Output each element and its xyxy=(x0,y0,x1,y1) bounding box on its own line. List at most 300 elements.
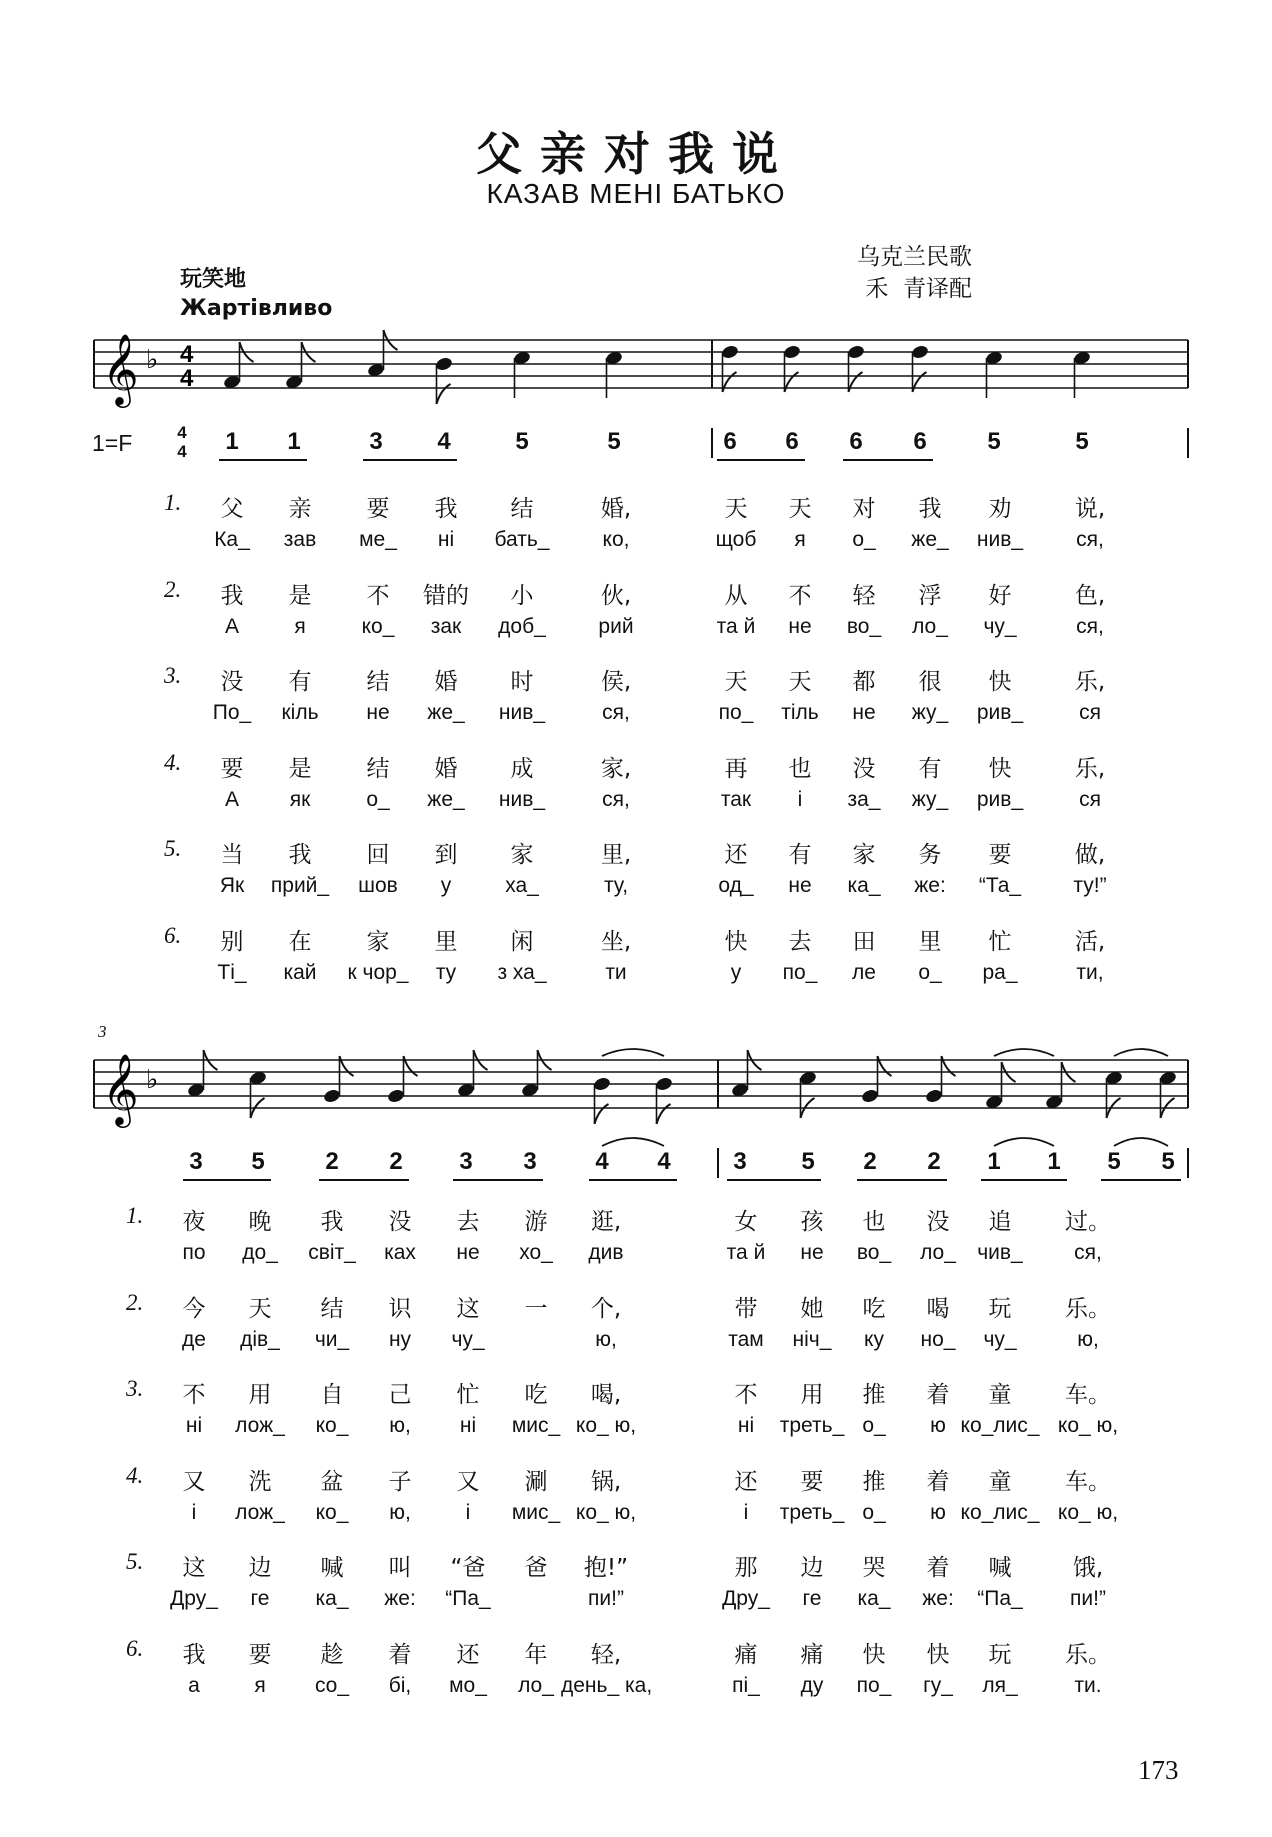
lyric-chinese: 我 xyxy=(182,1641,206,1668)
lyric-chinese: 喊 xyxy=(320,1555,344,1581)
verse-number: 1. xyxy=(126,1203,144,1228)
lyric-chinese: 乐。 xyxy=(1065,1295,1111,1322)
lyric-chinese: 天 xyxy=(788,496,812,522)
lyric-ukrainian: я xyxy=(294,614,306,638)
lyric-chinese: 洗 xyxy=(248,1468,272,1495)
lyric-ukrainian: ю xyxy=(930,1500,946,1524)
lyric-chinese: 有 xyxy=(288,669,312,695)
lyric-ukrainian: ду xyxy=(800,1673,824,1697)
lyric-chinese: 抱!” xyxy=(583,1555,629,1581)
verse-number: 2. xyxy=(164,576,182,602)
lyric-chinese: 着 xyxy=(388,1641,412,1668)
lyric-ukrainian: не xyxy=(852,701,876,724)
lyric-chinese: 到 xyxy=(434,842,458,868)
lyric-ukrainian: шов xyxy=(358,874,398,897)
lyric-ukrainian: нив_ xyxy=(498,787,546,811)
note-s2-6-head xyxy=(593,1076,612,1092)
lyric-ukrainian: пі_ xyxy=(732,1673,760,1697)
lyric-ukrainian: ту, xyxy=(603,874,629,897)
lyric-chinese: 女 xyxy=(734,1209,758,1235)
lyric-chinese: 别 xyxy=(220,928,244,955)
lyric-chinese: 要 xyxy=(800,1468,824,1495)
lyric-ukrainian: ся, xyxy=(1076,528,1104,551)
jianpu-note: 5 xyxy=(987,428,1001,455)
lyric-ukrainian: треть_ xyxy=(779,1500,845,1524)
lyric-ukrainian: не xyxy=(788,614,812,638)
lyric-ukrainian: же_ xyxy=(427,787,465,811)
lyric-chinese: 快 xyxy=(988,755,1012,782)
lyric-ukrainian: я xyxy=(254,1673,266,1697)
lyric-chinese: 当 xyxy=(220,842,244,868)
lyric-ukrainian: рив_ xyxy=(976,787,1024,811)
lyric-chinese: 忙 xyxy=(456,1382,480,1408)
page-number: 173 xyxy=(1138,1755,1179,1785)
lyric-ukrainian: же: xyxy=(922,1587,954,1610)
jianpu-note: 3 xyxy=(733,1148,747,1175)
jianpu-tie xyxy=(1114,1138,1168,1146)
lyric-chinese: 快 xyxy=(988,669,1012,695)
lyric-ukrainian: лож_ xyxy=(235,1414,285,1437)
lyric-ukrainian: а xyxy=(188,1673,200,1697)
verse-number: 3. xyxy=(126,1376,144,1401)
lyric-chinese: 童 xyxy=(988,1468,1012,1495)
lyric-chinese: 浮 xyxy=(918,582,942,609)
jianpu-note: 3 xyxy=(369,428,383,455)
lyric-chinese: 推 xyxy=(862,1382,886,1408)
lyric-chinese: 玩 xyxy=(988,1641,1012,1668)
lyric-ukrainian: о_ xyxy=(862,1414,886,1437)
lyric-chinese: 里 xyxy=(918,928,942,955)
lyric-ukrainian: нив_ xyxy=(498,701,546,724)
lyric-ukrainian: ках xyxy=(384,1241,416,1264)
lyric-ukrainian: “Та_ xyxy=(978,874,1022,897)
jianpu-note: 1 xyxy=(287,428,301,455)
lyric-chinese: 对 xyxy=(852,496,876,522)
lyric-ukrainian: і xyxy=(465,1500,471,1524)
lyric-chinese: 轻 xyxy=(852,582,876,609)
lyric-ukrainian: так xyxy=(720,787,752,811)
lyric-chinese: 孩 xyxy=(800,1209,824,1235)
lyric-chinese: 家 xyxy=(510,842,534,868)
lyric-ukrainian: ти, xyxy=(1076,960,1104,984)
lyric-chinese: 我 xyxy=(918,496,942,522)
lyric-ukrainian: нив_ xyxy=(976,528,1024,551)
lyric-ukrainian: ко_ ю, xyxy=(575,1414,637,1437)
lyric-chinese: 有 xyxy=(788,842,812,868)
lyric-chinese: 涮 xyxy=(524,1468,548,1495)
lyric-chinese: 追 xyxy=(988,1209,1012,1235)
lyric-ukrainian: пи!” xyxy=(588,1587,624,1610)
lyric-ukrainian: ло_ xyxy=(920,1241,956,1264)
lyric-chinese: 去 xyxy=(456,1209,480,1235)
lyric-ukrainian: ти. xyxy=(1074,1673,1102,1697)
lyric-chinese: 快 xyxy=(862,1641,886,1668)
lyric-ukrainian: ко_ ю, xyxy=(1057,1500,1119,1524)
jianpu-note: 4 xyxy=(657,1148,671,1175)
lyric-ukrainian: ко_ xyxy=(315,1414,349,1437)
lyric-chinese: 要 xyxy=(366,496,390,522)
lyric-ukrainian: там xyxy=(728,1327,764,1351)
lyric-ukrainian: Дру_ xyxy=(722,1587,770,1610)
lyric-chinese: 快 xyxy=(926,1641,950,1668)
lyric-ukrainian: же_ xyxy=(427,701,465,724)
jianpu-note: 5 xyxy=(607,428,621,455)
lyric-ukrainian: ко_ ю, xyxy=(1057,1414,1119,1437)
note-s1-6-flag xyxy=(723,372,737,392)
lyric-chinese: 还 xyxy=(724,842,748,868)
lyric-ukrainian: ко_лис_ xyxy=(960,1500,1040,1524)
lyric-ukrainian: де xyxy=(182,1327,206,1351)
note-s2-6-flag xyxy=(595,1104,609,1124)
jianpu-note: 6 xyxy=(913,428,927,455)
lyric-ukrainian: дів_ xyxy=(240,1327,280,1351)
lyric-ukrainian: не xyxy=(800,1241,824,1264)
lyric-ukrainian: ге xyxy=(250,1587,270,1610)
lyric-chinese: 边 xyxy=(800,1555,824,1581)
lyric-chinese: 天 xyxy=(724,669,748,695)
lyric-ukrainian: ю xyxy=(930,1414,946,1437)
lyric-chinese: 结 xyxy=(366,669,390,695)
lyric-chinese: “爸 xyxy=(450,1555,486,1581)
jianpu-note: 2 xyxy=(863,1148,877,1175)
lyric-ukrainian: А xyxy=(224,787,239,811)
lyric-chinese: 回 xyxy=(366,842,390,868)
lyric-ukrainian: жу_ xyxy=(911,787,949,811)
note-s2-7-head xyxy=(655,1076,674,1092)
verse-number: 6. xyxy=(164,922,182,948)
jianpu-tie xyxy=(602,1138,664,1146)
lyric-chinese: 忙 xyxy=(988,928,1012,955)
lyric-ukrainian: з ха_ xyxy=(497,960,547,984)
lyric-chinese: 这 xyxy=(182,1555,206,1581)
lyric-chinese: 边 xyxy=(248,1555,272,1581)
lyric-ukrainian: ся, xyxy=(1074,1241,1102,1264)
lyric-ukrainian: за_ xyxy=(847,787,881,811)
jianpu-note: 3 xyxy=(459,1148,473,1175)
lyric-chinese: 是 xyxy=(288,582,312,609)
lyric-ukrainian: ка_ xyxy=(315,1587,349,1610)
lyric-ukrainian: ко_ xyxy=(315,1500,349,1524)
staff-time-bottom: 4 xyxy=(180,365,194,392)
lyric-ukrainian: чи_ xyxy=(314,1327,350,1351)
verse-number: 6. xyxy=(126,1635,144,1661)
note-s1-7-flag xyxy=(785,372,799,392)
lyric-ukrainian: мис_ xyxy=(511,1414,561,1437)
flat-icon: ♭ xyxy=(146,1065,159,1095)
lyric-ukrainian: ся xyxy=(1079,787,1101,811)
lyric-chinese: 吃 xyxy=(524,1382,548,1408)
lyric-chinese: 色, xyxy=(1074,582,1106,609)
lyric-chinese: 识 xyxy=(388,1295,412,1322)
lyric-chinese: 一 xyxy=(524,1295,548,1322)
lyric-chinese: 伙, xyxy=(600,582,632,609)
time-signature-bottom: 4 xyxy=(177,442,187,461)
lyric-chinese: 这 xyxy=(456,1295,480,1322)
tie-slur xyxy=(602,1049,664,1056)
lyric-chinese: 轻, xyxy=(590,1641,622,1668)
lyric-chinese: 活, xyxy=(1074,928,1106,955)
lyric-chinese: 没 xyxy=(926,1209,950,1235)
lyric-chinese: 坐, xyxy=(600,928,632,955)
lyric-ukrainian: “Па_ xyxy=(977,1587,1023,1610)
lyric-chinese: 年 xyxy=(524,1641,548,1668)
lyric-chinese: 饿, xyxy=(1072,1555,1104,1581)
lyric-ukrainian: ге xyxy=(802,1587,822,1610)
lyric-ukrainian: к чор_ xyxy=(347,960,409,984)
lyric-chinese: 还 xyxy=(734,1468,758,1495)
lyric-ukrainian: ю, xyxy=(389,1414,411,1437)
lyric-ukrainian: ту xyxy=(435,960,457,984)
jianpu-note: 6 xyxy=(849,428,863,455)
lyric-chinese: 她 xyxy=(800,1295,824,1322)
lyric-ukrainian: ні xyxy=(185,1414,203,1437)
lyric-chinese: 都 xyxy=(852,669,876,695)
lyric-chinese: 不 xyxy=(366,582,390,609)
lyric-ukrainian: та й xyxy=(716,614,756,638)
lyric-ukrainian: лож_ xyxy=(235,1500,285,1524)
time-signature-top: 4 xyxy=(177,423,187,442)
jianpu-note: 2 xyxy=(325,1148,339,1175)
lyric-chinese: 家, xyxy=(600,755,632,782)
note-s2-3-head xyxy=(387,1088,406,1104)
jianpu-note: 4 xyxy=(437,428,451,455)
measure-number: 3 xyxy=(98,1022,107,1041)
lyric-ukrainian: ну xyxy=(388,1327,412,1351)
lyric-chinese: 盆 xyxy=(320,1468,344,1495)
jianpu-note: 3 xyxy=(189,1148,203,1175)
lyric-ukrainian: зав xyxy=(283,528,317,551)
lyric-ukrainian: по_ xyxy=(782,960,818,984)
jianpu-note: 2 xyxy=(389,1148,403,1175)
lyric-ukrainian: ю, xyxy=(595,1327,617,1351)
lyric-chinese: 喝 xyxy=(926,1295,950,1322)
lyric-chinese: 我 xyxy=(288,842,312,868)
lyric-chinese: 过。 xyxy=(1065,1209,1111,1235)
lyric-ukrainian: по_ xyxy=(718,701,754,724)
lyric-ukrainian: і xyxy=(743,1500,749,1524)
lyric-chinese: 还 xyxy=(456,1641,480,1668)
lyric-ukrainian: же_ xyxy=(911,528,949,551)
lyric-ukrainian: тіль xyxy=(781,701,819,724)
lyric-ukrainian: мо_ xyxy=(449,1673,487,1697)
lyric-ukrainian: ка_ xyxy=(847,874,881,897)
verse-number: 4. xyxy=(164,749,182,775)
lyric-chinese: 在 xyxy=(288,928,312,955)
note-s1-9-head xyxy=(911,344,930,360)
lyric-ukrainian: по_ xyxy=(856,1673,892,1697)
lyric-chinese: 乐, xyxy=(1074,755,1106,782)
lyric-chinese: 婚 xyxy=(434,755,458,782)
lyric-chinese: 天 xyxy=(788,669,812,695)
lyric-ukrainian: во_ xyxy=(856,1241,892,1264)
treble-clef-icon: 𝄞 xyxy=(102,1052,139,1125)
jianpu-note: 3 xyxy=(523,1148,537,1175)
lyric-chinese: 着 xyxy=(926,1382,950,1408)
note-s1-6-head xyxy=(721,344,740,360)
verse-number: 1. xyxy=(164,490,182,515)
lyric-ukrainian: о_ xyxy=(862,1500,886,1524)
lyric-chinese: 是 xyxy=(288,755,312,782)
lyric-chinese: 要 xyxy=(248,1641,272,1668)
jianpu-note: 1 xyxy=(1047,1148,1061,1175)
lyric-ukrainian: о_ xyxy=(918,960,942,984)
lyric-chinese: 又 xyxy=(456,1468,480,1495)
note-s2-10-flag xyxy=(878,1056,892,1076)
note-s2-10-head xyxy=(861,1088,880,1104)
lyric-ukrainian: рий xyxy=(598,614,634,638)
lyric-chinese: 错的 xyxy=(423,582,469,609)
lyric-ukrainian: ку xyxy=(864,1327,884,1351)
note-s2-7-flag xyxy=(657,1104,671,1124)
lyric-chinese: 己 xyxy=(388,1382,412,1408)
lyric-ukrainian: во_ xyxy=(846,614,882,638)
lyric-chinese: 没 xyxy=(388,1209,412,1235)
jianpu-note: 1 xyxy=(225,428,239,455)
lyric-chinese: 我 xyxy=(220,582,244,609)
lyric-chinese: 父 xyxy=(220,496,244,522)
lyric-ukrainian: ні xyxy=(459,1414,477,1437)
lyric-chinese: 个, xyxy=(590,1295,622,1322)
jianpu-note: 6 xyxy=(723,428,737,455)
key-signature: 1=F xyxy=(92,430,133,456)
lyric-chinese: 从 xyxy=(724,582,748,609)
lyric-chinese: 又 xyxy=(182,1468,206,1495)
lyric-ukrainian: Дру_ xyxy=(170,1587,218,1610)
lyric-ukrainian: по xyxy=(182,1241,206,1264)
lyric-chinese: 游 xyxy=(524,1209,548,1235)
lyric-chinese: 着 xyxy=(926,1555,950,1581)
lyric-chinese: 说, xyxy=(1074,496,1106,522)
lyric-ukrainian: щоб xyxy=(715,528,757,551)
lyric-ukrainian: чу_ xyxy=(983,1327,1017,1351)
lyric-chinese: 叫 xyxy=(388,1555,412,1581)
lyric-chinese: 用 xyxy=(800,1382,824,1408)
lyric-chinese: 我 xyxy=(320,1209,344,1235)
lyric-ukrainian: бі, xyxy=(388,1673,412,1697)
lyric-ukrainian: день_ ка, xyxy=(561,1673,653,1697)
lyric-chinese: 用 xyxy=(248,1382,272,1408)
lyric-chinese: 也 xyxy=(788,755,812,782)
lyric-chinese: 玩 xyxy=(988,1295,1012,1322)
lyric-ukrainian: чу_ xyxy=(451,1327,485,1351)
lyric-chinese: 劝 xyxy=(988,496,1012,522)
lyric-ukrainian: ти xyxy=(605,960,627,984)
lyric-ukrainian: ко_ ю, xyxy=(575,1500,637,1524)
verse-number: 2. xyxy=(126,1289,144,1315)
lyric-ukrainian: бать_ xyxy=(494,528,550,551)
lyric-ukrainian: ло_ xyxy=(518,1673,554,1697)
lyric-ukrainian: ніч_ xyxy=(792,1327,832,1351)
lyric-chinese: 子 xyxy=(388,1468,412,1495)
note-s1-3-head xyxy=(435,356,454,372)
lyric-ukrainian: чив_ xyxy=(977,1241,1023,1264)
lyric-chinese: 锅, xyxy=(590,1468,622,1495)
lyric-chinese: 里, xyxy=(600,842,632,868)
jianpu-tie xyxy=(994,1138,1054,1146)
lyric-ukrainian: рив_ xyxy=(976,701,1024,724)
lyric-ukrainian: со_ xyxy=(314,1673,350,1697)
lyric-ukrainian: кай xyxy=(283,960,317,984)
lyric-ukrainian: і xyxy=(191,1500,197,1524)
lyric-ukrainian: ся, xyxy=(602,787,630,811)
lyric-chinese: 好 xyxy=(988,582,1012,609)
song-title-chinese: 父亲对我说 xyxy=(476,127,796,181)
lyric-chinese: 婚, xyxy=(600,496,632,522)
lyric-chinese: 童 xyxy=(988,1382,1012,1408)
lyric-chinese: 小 xyxy=(510,582,534,609)
lyric-ukrainian: пи!” xyxy=(1070,1587,1106,1610)
lyric-ukrainian: ме_ xyxy=(359,528,397,551)
verse-number: 5. xyxy=(164,836,182,861)
lyric-ukrainian: хо_ xyxy=(519,1241,553,1264)
flat-icon: ♭ xyxy=(146,345,159,375)
lyric-chinese: 自 xyxy=(320,1382,344,1408)
lyric-ukrainian: ко_лис_ xyxy=(960,1414,1040,1437)
note-s1-3-flag xyxy=(437,384,451,404)
note-s1-7-head xyxy=(783,344,802,360)
lyric-chinese: 快 xyxy=(724,928,748,955)
lyric-ukrainian: у xyxy=(730,960,742,984)
lyric-ukrainian: о_ xyxy=(852,528,876,551)
lyric-ukrainian: чу_ xyxy=(983,614,1017,638)
lyric-chinese: 婚 xyxy=(434,669,458,695)
lyric-chinese: 结 xyxy=(320,1295,344,1322)
lyric-ukrainian: Ка_ xyxy=(214,528,250,551)
tempo-chinese: 玩笑地 xyxy=(180,267,247,292)
lyric-ukrainian: о_ xyxy=(366,787,390,811)
lyric-chinese: 再 xyxy=(724,755,748,782)
lyric-ukrainian: ра_ xyxy=(982,960,1018,984)
lyric-ukrainian: прий_ xyxy=(270,874,330,897)
lyric-chinese: 逛, xyxy=(590,1209,622,1235)
lyric-chinese: 天 xyxy=(724,496,748,522)
lyric-ukrainian: у xyxy=(440,874,452,897)
lyric-ukrainian: ля_ xyxy=(982,1673,1018,1697)
lyric-ukrainian: ка_ xyxy=(857,1587,891,1610)
lyric-chinese: 结 xyxy=(510,496,534,522)
jianpu-note: 5 xyxy=(251,1148,265,1175)
lyric-chinese: 闲 xyxy=(510,928,534,955)
lyric-chinese: 也 xyxy=(862,1209,886,1235)
lyric-chinese: 痛 xyxy=(800,1641,824,1668)
jianpu-note: 2 xyxy=(927,1148,941,1175)
lyric-ukrainian: ся, xyxy=(602,701,630,724)
lyric-ukrainian: ту!” xyxy=(1073,874,1107,897)
jianpu-note: 5 xyxy=(1161,1148,1175,1175)
jianpu-note: 6 xyxy=(785,428,799,455)
lyric-chinese: 务 xyxy=(918,842,942,868)
note-s1-8-head xyxy=(847,344,866,360)
lyric-ukrainian: од_ xyxy=(718,874,754,897)
lyric-chinese: 很 xyxy=(918,669,942,695)
song-title-ukrainian: КАЗАВ МЕНІ БАТЬКО xyxy=(486,178,786,209)
note-s2-2-head xyxy=(323,1088,342,1104)
lyric-chinese: 车。 xyxy=(1065,1382,1111,1408)
lyric-chinese: 喝, xyxy=(590,1382,622,1408)
lyric-chinese: 要 xyxy=(988,842,1012,868)
lyric-chinese: 里 xyxy=(434,928,458,955)
lyric-ukrainian: світ_ xyxy=(308,1241,356,1264)
lyric-ukrainian: Як xyxy=(219,874,245,897)
treble-clef-icon: 𝄞 xyxy=(102,332,139,405)
lyric-chinese: 不 xyxy=(788,582,812,609)
lyric-chinese: 去 xyxy=(788,928,812,955)
tempo-ukrainian: Жартівливо xyxy=(180,296,333,321)
lyric-ukrainian: див xyxy=(588,1241,624,1264)
lyric-ukrainian: мис_ xyxy=(511,1500,561,1524)
verse-number: 3. xyxy=(164,663,182,688)
lyric-ukrainian: Ті_ xyxy=(217,960,247,984)
